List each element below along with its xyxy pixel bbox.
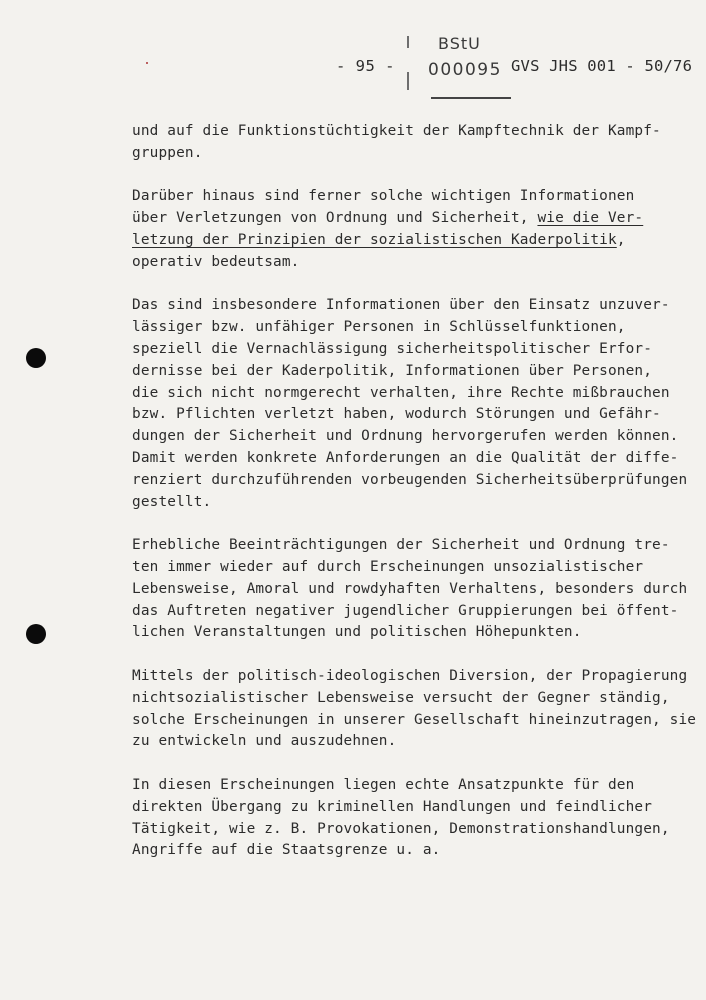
archive-stamp-label: BStU	[438, 34, 481, 53]
stamp-corner-mark-bottom	[407, 72, 409, 90]
paragraph-3	[132, 295, 706, 513]
underlined-phrase: wie die Ver-	[537, 210, 644, 227]
archive-stamp	[407, 30, 517, 98]
text-line: In diesen Erscheinungen liegen echte Ansatzpunkte für den	[132, 776, 635, 793]
text-line: Mittels der politisch-ideologischen Diversion, der Propagierung	[132, 667, 688, 684]
body-text	[132, 121, 706, 884]
text-line: Tätigkeit, wie z. B. Provokationen, Demonstrationshandlungen,	[132, 820, 670, 837]
text-line: gruppen.	[132, 144, 203, 161]
page-number: - 95 -	[336, 57, 395, 75]
text-line: zu entwickeln und auszudehnen.	[132, 733, 397, 750]
text-line: und auf die Funktionstüchtigkeit der Kampftechnik der Kampf-	[132, 123, 661, 139]
text-line: nichtsozialistischer Lebensweise versucht der Gegner ständig,	[132, 689, 670, 706]
text-line: renziert durchzuführenden vorbeugenden Sicherheitsüberprüfungen	[132, 471, 688, 488]
text-line: direkten Übergang zu kriminellen Handlungen und feindlicher	[132, 798, 653, 815]
paragraph-6	[132, 775, 706, 862]
document-reference: GVS JHS 001 - 50/76	[511, 57, 693, 75]
paragraph-1	[132, 121, 706, 165]
text-line: dungen der Sicherheit und Ordnung hervorgerufen werden können.	[132, 428, 679, 445]
text-line: Darüber hinaus sind ferner solche wichtigen Informationen	[132, 188, 635, 205]
paper-speck	[146, 62, 148, 64]
punch-hole-bottom	[26, 624, 46, 644]
text-line-with-underline	[132, 208, 706, 230]
text-line: Damit werden konkrete Anforderungen an die Qualität der diffe-	[132, 449, 679, 466]
underlined-phrase: letzung der Prinzipien der sozialistischen Kaderpolitik	[132, 231, 617, 248]
stamp-underline	[431, 97, 511, 99]
text-line: Erhebliche Beeinträchtigungen der Sicherheit und Ordnung tre-	[132, 537, 670, 554]
stamp-corner-mark-top	[407, 36, 409, 48]
text-line-with-underline	[132, 230, 706, 252]
text-line: solche Erscheinungen in unserer Gesellschaft hineinzutragen, sie	[132, 711, 697, 728]
paragraph-2	[132, 186, 706, 273]
paragraph-4	[132, 535, 706, 644]
text-line: ten immer wieder auf durch Erscheinungen unsozialistischer	[132, 558, 644, 575]
text-line: speziell die Vernachlässigung sicherheitspolitischer Erfor-	[132, 340, 653, 357]
text-line: bzw. Pflichten verletzt haben, wodurch Störungen und Gefähr-	[132, 406, 661, 423]
text-line: das Auftreten negativer jugendlicher Gruppierungen bei öffent-	[132, 602, 679, 619]
archive-stamp-number: 000095	[428, 60, 502, 80]
text-line: lässiger bzw. unfähiger Personen in Schlüsselfunktionen,	[132, 319, 626, 336]
punch-hole-top	[26, 348, 46, 368]
text-segment: über Verletzungen von Ordnung und Sicherheit,	[132, 210, 538, 227]
text-line: Lebensweise, Amoral und rowdyhaften Verhaltens, besonders durch	[132, 580, 688, 597]
text-line: gestellt.	[132, 493, 212, 510]
text-line: Angriffe auf die Staatsgrenze u. a.	[132, 842, 441, 859]
text-line: die sich nicht normgerecht verhalten, ihre Rechte mißbrauchen	[132, 384, 670, 401]
text-line: lichen Veranstaltungen und politischen Höhepunkten.	[132, 624, 582, 641]
paragraph-5	[132, 666, 706, 753]
text-line: operativ bedeutsam.	[132, 253, 300, 270]
text-segment: ,	[616, 231, 626, 248]
text-line: Das sind insbesondere Informationen über den Einsatz unzuver-	[132, 297, 670, 314]
text-line: dernisse bei der Kaderpolitik, Informationen über Personen,	[132, 362, 653, 379]
